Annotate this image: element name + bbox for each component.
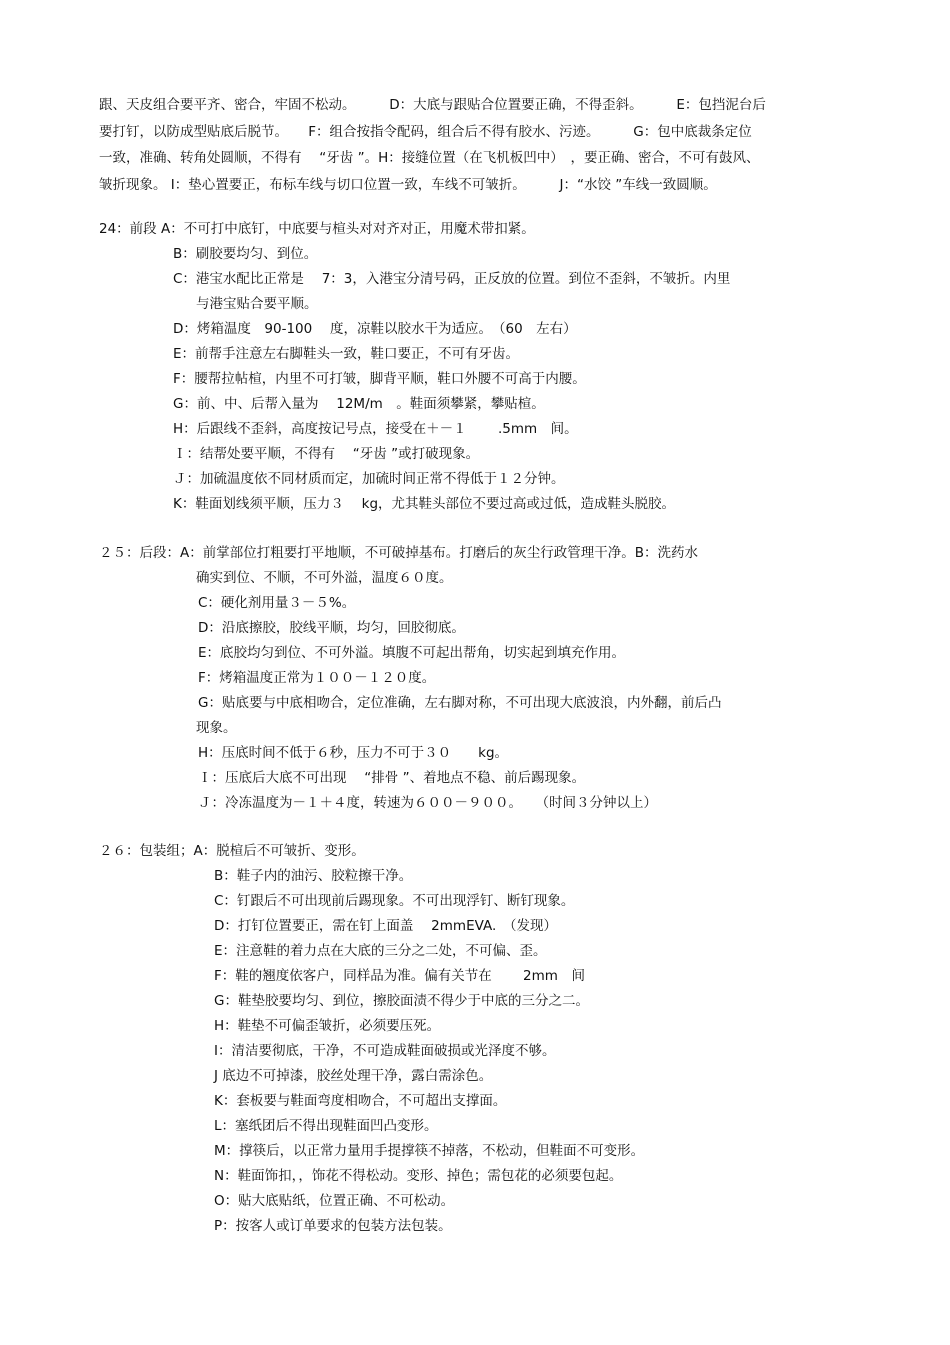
list-item-continuation: 确实到位、不顺，不可外溢，温度６０度。 <box>196 570 453 586</box>
list-item: L：塞纸团后不得出现鞋面凹凸变形。 <box>214 1118 438 1134</box>
section-header: 24：前段 A：不可打中底钉，中底要与楦头对对齐对正，用魔术带扣紧。 <box>99 221 535 237</box>
list-item: F：腰帮拉帖楦，内里不可打皱，脚背平顺，鞋口外腰不可高于内腰。 <box>173 371 586 387</box>
list-item: Ｊ：加硫温度依不同材质而定，加硫时间正常不得低于１２分钟。 <box>173 471 565 487</box>
list-item: K：套板要与鞋面弯度相吻合，不可超出支撑面。 <box>214 1093 507 1109</box>
list-item: D：沿底擦胶，胶线平顺，均匀，回胶彻底。 <box>198 620 465 636</box>
list-item: B：刷胶要均匀、到位。 <box>173 246 318 262</box>
list-item: Ｉ：压底后大底不可出现 “排骨 ”、着地点不稳、前后踢现象。 <box>198 770 586 786</box>
list-item: O：贴大底贴纸，位置正确、不可松动。 <box>214 1193 455 1209</box>
list-item: P：按客人或订单要求的包装方法包装。 <box>214 1218 452 1234</box>
section-24-front-stage <box>99 217 730 517</box>
list-item: K：鞋面划线须平顺，压力３ kg，尤其鞋头部位不要过高或过低，造成鞋头脱胶。 <box>173 496 676 512</box>
list-item: I：清洁要彻底，干净，不可造成鞋面破损或光泽度不够。 <box>214 1043 556 1059</box>
list-item: G：贴底要与中底相吻合，定位准确，左右脚对称，不可出现大底波浪，内外翻，前后凸 <box>198 695 722 711</box>
intro-line: 跟、天皮组合要平齐、密合，牢固不松动。 D：大底与跟贴合位置要正确，不得歪斜。 E：包挡泥台后 <box>99 97 766 113</box>
list-item: M：撑筷后，以正常力量用手提撑筷不掉落，不松动，但鞋面不可变形。 <box>214 1143 645 1159</box>
list-item: Ｉ：结帮处要平顺，不得有 “牙齿 ”或打破现象。 <box>173 446 480 462</box>
intro-paragraph <box>99 92 844 198</box>
intro-line: 要打钉，以防成型贴底后脱节。 F：组合按指令配码，组合后不得有胶水、污迹。 G：包中底裁条定位 <box>99 123 752 140</box>
list-item: E：注意鞋的着力点在大底的三分之二处，不可偏、歪。 <box>214 943 547 959</box>
list-item-continuation: 现象。 <box>196 720 237 736</box>
list-item: G：前、中、后帮入量为 12M/m 。鞋面须攀紧，攀贴楦。 <box>173 396 545 412</box>
list-item: J 底边不可掉漆，胶丝处理干净，露白需涂色。 <box>214 1068 493 1084</box>
list-item: D：打钉位置要正，需在钉上面盖 2mmEVA. （发现） <box>214 918 558 934</box>
list-item: H：后跟线不歪斜，高度按记号点，接受在＋－１ .5mm 间。 <box>173 421 578 437</box>
list-item: D：烤箱温度 90-100 度，凉鞋以胶水干为适应。 （60 左右） <box>173 321 577 337</box>
list-item: F：鞋的翘度依客户，同样品为准。偏有关节在 2mm 间 <box>214 968 585 984</box>
section-25-back-stage <box>99 541 721 816</box>
section-header: ２６：包装组；A：脱楦后不可皱折、变形。 <box>99 843 365 859</box>
list-item: Ｊ：冷冻温度为－１＋４度，转速为６００－９００。 （时间３分钟以上） <box>198 795 657 811</box>
intro-line: 皱折现象。 I：垫心置要正，布标车线与切口位置一致，车线不可皱折。 J：“水饺 ”车线一致圆顺。 <box>99 176 717 193</box>
list-item: N：鞋面饰扣，，饰花不得松动。变形、掉色；需包花的必须要包起。 <box>214 1168 623 1184</box>
list-item: H：鞋垫不可偏歪皱折，必须要压死。 <box>214 1018 441 1034</box>
list-item: C：硬化剂用量３－５%。 <box>198 595 356 611</box>
list-item: C：钉跟后不可出现前后踢现象。不可出现浮钉、断钉现象。 <box>214 893 575 909</box>
section-26-packaging <box>99 839 644 1239</box>
list-item: B：鞋子内的油污、胶粒擦干净。 <box>214 868 413 884</box>
list-item: E：前帮手注意左右脚鞋头一致，鞋口要正，不可有牙齿。 <box>173 346 520 362</box>
list-item: F：烤箱温度正常为１００－１２０度。 <box>198 670 436 686</box>
list-item: G：鞋垫胶要均匀、到位，擦胶面渍不得少于中底的三分之二。 <box>214 993 589 1009</box>
list-item-continuation: 与港宝贴合要平顺。 <box>196 296 318 312</box>
list-item: E：底胶均匀到位、不可外溢。填腹不可起出帮角，切实起到填充作用。 <box>198 645 626 661</box>
list-item: C：港宝水配比正常是 7：3，入港宝分清号码，正反放的位置。到位不歪斜，不皱折。内里 <box>173 271 731 287</box>
list-item: H：压底时间不低于６秒，压力不可于３０ kg。 <box>198 745 509 761</box>
section-header: ２５：后段：A：前掌部位打粗要打平地顺，不可破掉基布。打磨后的灰尘行政管理干净。B：洗药水 <box>99 545 698 561</box>
intro-line: 一致，准确、转角处圆顺，不得有 “牙齿 ”。H：接缝位置（在飞机板凹中） ，要正确、密合，不可有鼓风、 <box>99 150 760 166</box>
